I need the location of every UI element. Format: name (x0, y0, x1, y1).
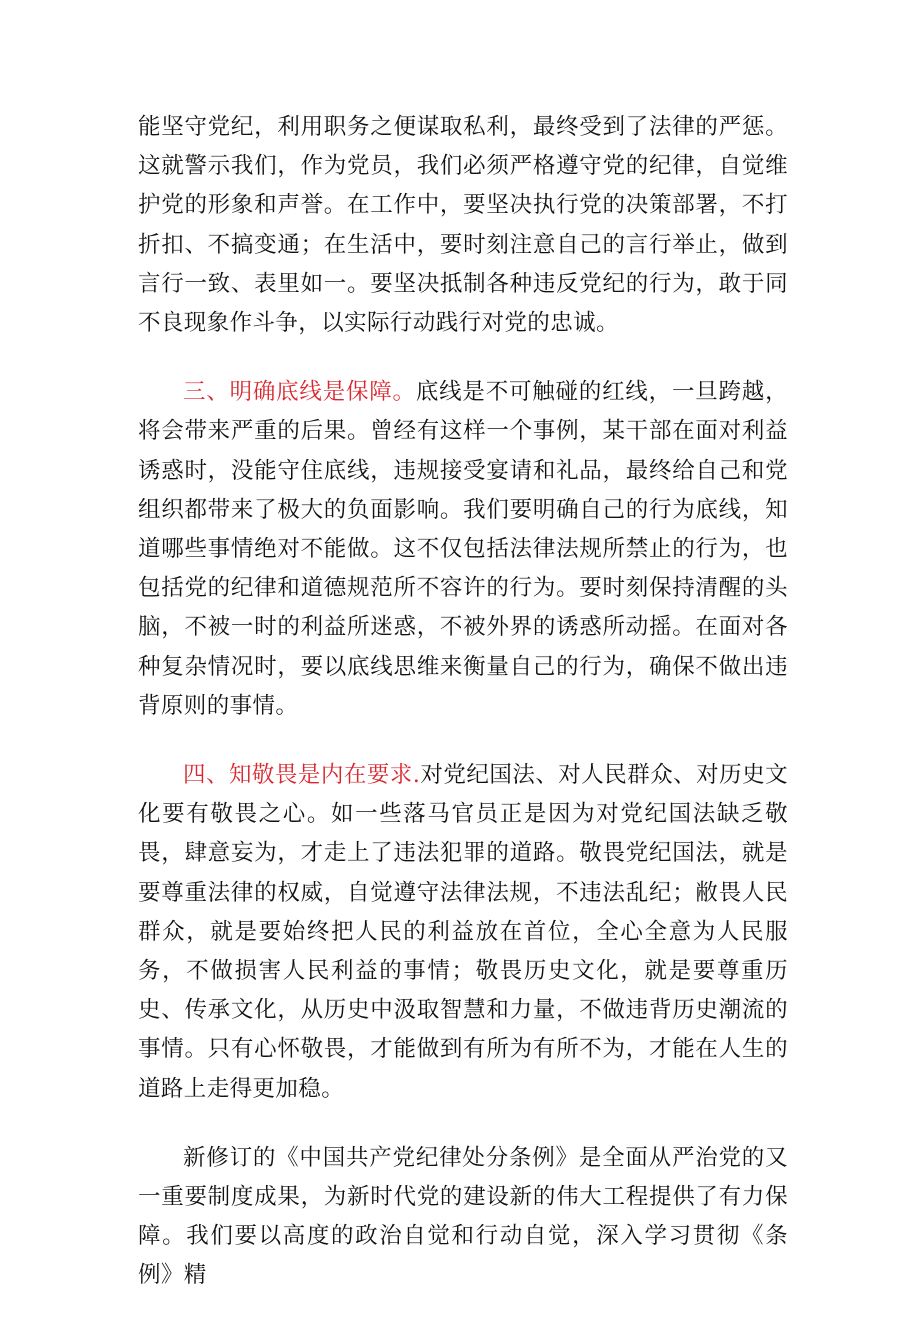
paragraph-body: 能坚守党纪，利用职务之便谋取私利，最终受到了法律的严惩。这就警示我们，作为党员，我们必须严格遵守党的纪律，自觉维护党的形象和声誉。在工作中，要坚决执行党的决策部署，不打折扣、不搞变通；在生活中，要时刻注意自己的言行举止，做到言行一致、表里如一。要坚决抵制各种违反党纪的行为，敢于同不良现象作斗争，以实际行动践行对党的忠诚。 (138, 114, 788, 337)
paragraph-conclusion (138, 1139, 788, 1296)
paragraph-continuation (138, 108, 788, 343)
paragraph-section-four (138, 756, 788, 1109)
paragraph-section-three (138, 373, 788, 726)
document-page (138, 108, 788, 1326)
section-heading: 三、明确底线是保障。 (183, 379, 416, 406)
paragraph-body: 对党纪国法、对人民群众、对历史文化要有敬畏之心。如一些落马官员正是因为对党纪国法缺乏敬畏，肆意妄为，才走上了违法犯罪的道路。敬畏党纪国法，就是要尊重法律的权威，自觉遵守法律法规，不违法乱纪；敝畏人民群众，就是要始终把人民的利益放在首位，全心全意为人民服务，不做损害人民利益的事情；敬畏历史文化，就是要尊重历史、传承文化，从历史中汲取智慧和力量，不做违背历史潮流的事情。只有心怀敬畏，才能做到有所为有所不为，才能在人生的道路上走得更加稳。 (138, 762, 788, 1102)
paragraph-body: 新修订的《中国共产党纪律处分条例》是全面从严治党的又一重要制度成果，为新时代党的建设新的伟大工程提供了有力保障。我们要以高度的政治自觉和行动自觉，深入学习贯彻《条例》精 (138, 1144, 788, 1289)
section-heading: 四、知敬畏是内在要求. (183, 762, 421, 789)
paragraph-body: 底线是不可触碰的红线，一旦跨越，将会带来严重的后果。曾经有这样一个事例，某干部在面对利益诱惑时，没能守住底线，违规接受宴请和礼品，最终给自己和党组织都带来了极大的负面影响。我们要明确自己的行为底线，知道哪些事情绝对不能做。这不仅包括法律法规所禁止的行为，也包括党的纪律和道德规范所不容许的行为。要时刻保持清醒的头脑，不被一时的利益所迷惑，不被外界的诱惑所动摇。在面对各种复杂情况时，要以底线思维来衡量自己的行为，确保不做出违背原则的事情。 (138, 379, 788, 719)
